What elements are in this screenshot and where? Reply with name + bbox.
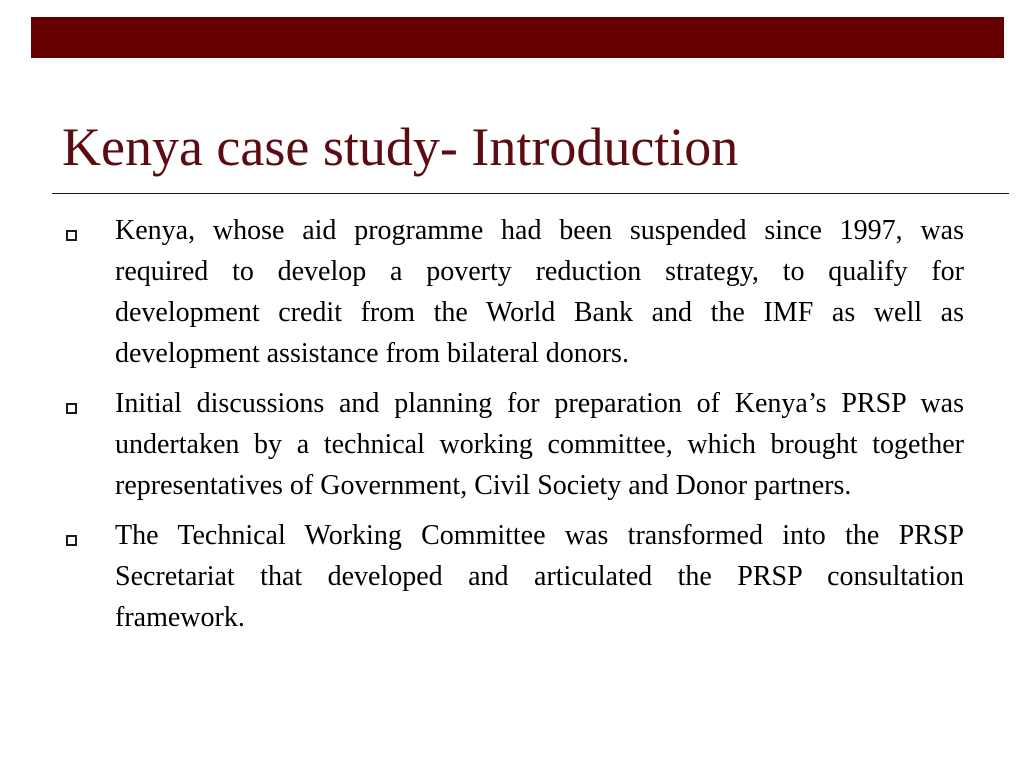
bullet-text: Initial discussions and planning for preparation of Kenya’s PRSP was undertaken by a technical working committee, which brought together representatives of Government, Civil Society and Donor partners.	[115, 388, 964, 501]
bullet-item	[62, 515, 964, 638]
hollow-square-bullet-icon	[66, 230, 77, 241]
bullet-text: The Technical Working Committee was transformed into the PRSP Secretariat that developed and articulated the PRSP consultation framework.	[115, 520, 964, 633]
bullet-item	[62, 210, 964, 374]
bullet-item	[62, 383, 964, 506]
hollow-square-bullet-icon	[66, 535, 77, 546]
bullet-list	[62, 210, 964, 647]
header-accent-bar	[31, 17, 1004, 58]
hollow-square-bullet-icon	[66, 403, 77, 414]
bullet-text: Kenya, whose aid programme had been suspended since 1997, was required to develop a poverty reduction strategy, to qualify for development credit from the World Bank and the IMF as well as development assistance from bilateral donors.	[115, 215, 964, 369]
slide-title: Kenya case study- Introduction	[62, 117, 739, 177]
title-divider	[52, 193, 1009, 194]
